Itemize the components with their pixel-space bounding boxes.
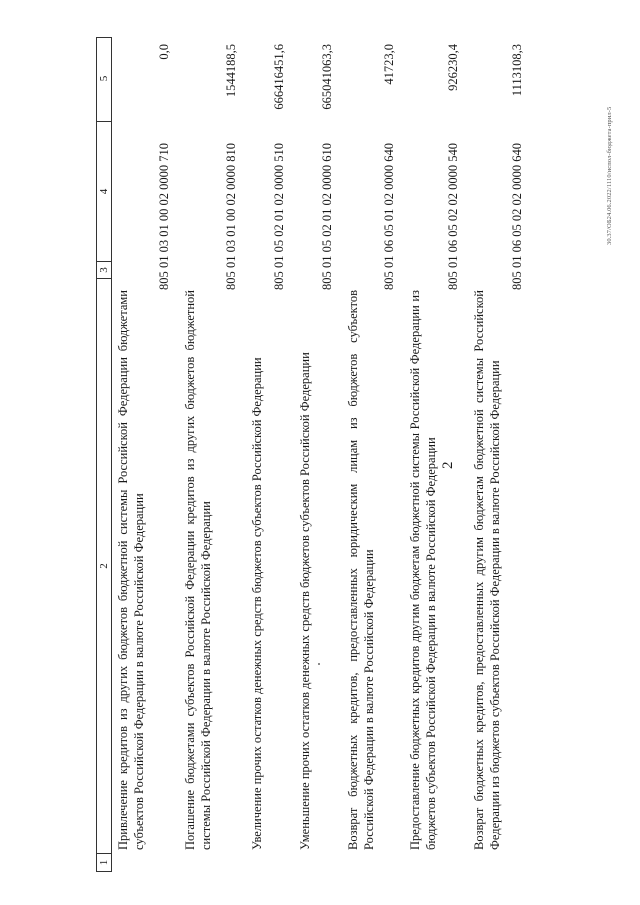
- table-row: [112, 37, 172, 872]
- row-amount: 926230,4: [445, 44, 460, 91]
- header-col-3: 3: [97, 262, 111, 279]
- row-admin-code: 805: [445, 271, 460, 290]
- row-amount: 666416451,6: [271, 44, 286, 110]
- row-admin-code: 805: [156, 271, 171, 290]
- row-budget-code: 01 03 01 00 02 0000 710: [156, 143, 171, 268]
- header-col-5: 5: [97, 36, 111, 122]
- row-name: Возврат бюджетных кредитов, предоставленных другим бюджетам бюджетной системы Российской Федерации из бюджетов субъектов Российской Федерации в валюте Российской Федерации: [472, 290, 503, 850]
- row-name: Возврат бюджетных кредитов, предоставленных юридическим лицам из бюджетов субъектов Российской Федерации в валюте Российской Федерации: [346, 290, 377, 850]
- row-budget-code: 01 05 02 01 02 0000 510: [271, 143, 286, 268]
- row-admin-code: 805: [223, 271, 238, 290]
- row-budget-code: 01 03 01 00 02 0000 810: [223, 143, 238, 268]
- table-row: [287, 37, 335, 872]
- scan-speck: [318, 663, 320, 665]
- table-header-row: [96, 37, 112, 872]
- row-name: Предоставление бюджетных кредитов другим бюджетам бюджетной системы Российской Федерации из бюджетов субъектов Российской Федерации в валюте Российской Федерации: [408, 290, 439, 850]
- header-col-4: 4: [97, 122, 111, 262]
- row-budget-code: 01 05 02 01 02 0000 610: [319, 143, 334, 268]
- row-amount: 1544188,5: [223, 44, 238, 98]
- row-admin-code: 805: [271, 271, 286, 290]
- table-row: [461, 37, 525, 872]
- row-name: Погашение бюджетами субъектов Российской Федерации кредитов из других бюджетов бюджетной системы Российской Федерации в валюте Российской Федерации: [183, 290, 214, 850]
- budget-table: [96, 37, 525, 872]
- row-amount: 0,0: [156, 44, 171, 60]
- table-row: [172, 37, 239, 872]
- row-admin-code: 805: [509, 271, 524, 290]
- row-amount: 1113108,3: [509, 44, 524, 97]
- row-admin-code: 805: [319, 271, 334, 290]
- row-budget-code: 01 06 05 01 02 0000 640: [381, 143, 396, 268]
- table-row: [335, 37, 397, 872]
- table-row: [239, 37, 287, 872]
- row-amount: 665041063,3: [319, 44, 334, 110]
- header-col-1: 1: [98, 859, 110, 866]
- row-budget-code: 01 06 05 02 02 0000 640: [509, 143, 524, 268]
- row-name: Привлечение кредитов из других бюджетов бюджетной системы Российской Федерации бюджетами субъектов Российской Федерации в валюте Российской Федерации: [116, 290, 147, 850]
- row-amount: 41723,0: [381, 44, 396, 85]
- row-admin-code: 805: [381, 271, 396, 290]
- row-budget-code: 01 06 05 02 02 0000 540: [445, 143, 460, 268]
- document-footer-code: 30.37/ОБ24.06.2022/1110/испол-бюджета-прил-5: [606, 106, 613, 245]
- table-row: [397, 37, 461, 872]
- header-col-2: 2: [97, 279, 111, 854]
- row-name: Уменьшение прочих остатков денежных средств бюджетов субъектов Российской Федерации: [298, 352, 312, 850]
- page-number: 2: [440, 461, 456, 469]
- row-name: Увеличение прочих остатков денежных средств бюджетов субъектов Российской Федерации: [250, 357, 264, 850]
